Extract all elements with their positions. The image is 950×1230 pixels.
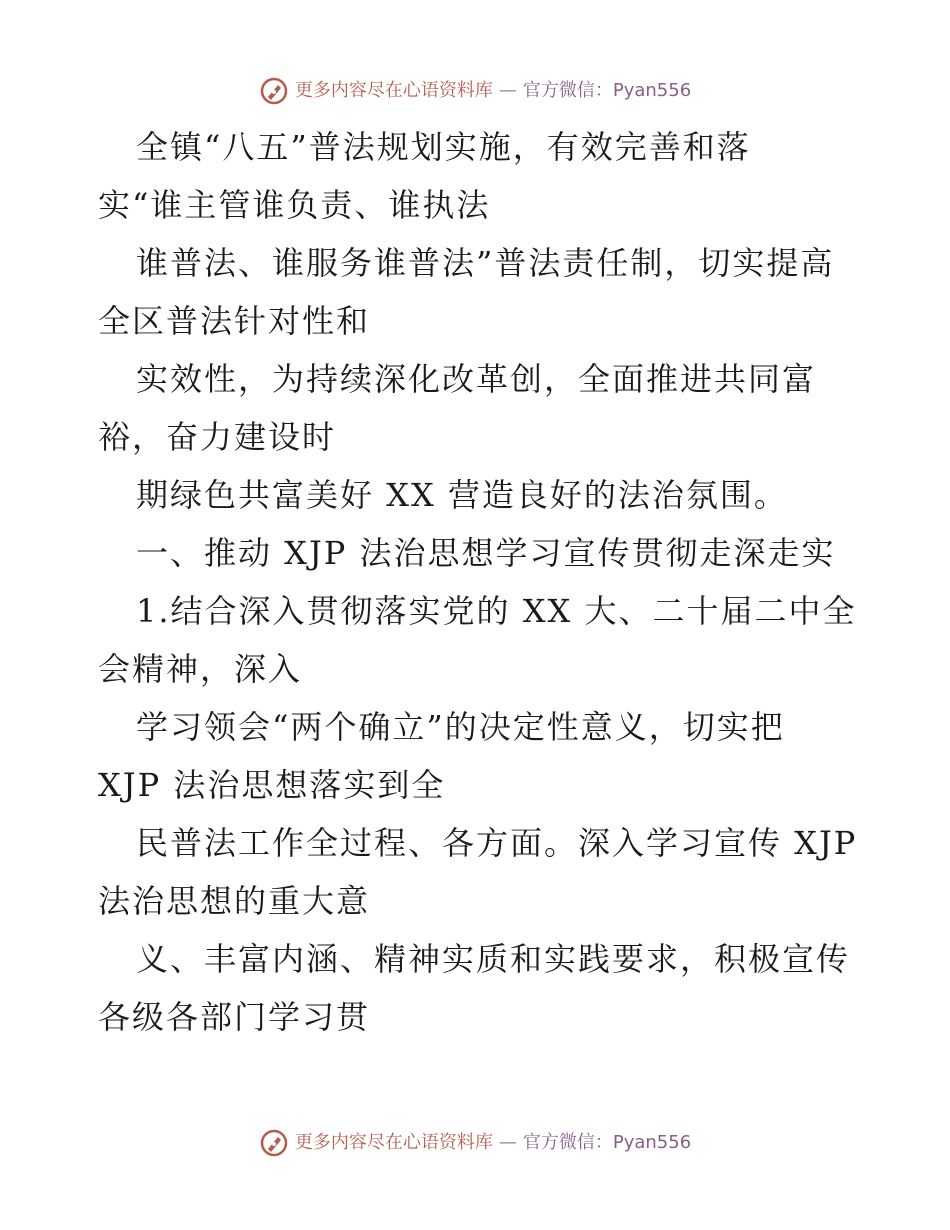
text-line: 法治思想的重大意: [98, 882, 371, 920]
pen-nib-logo-icon: [259, 76, 289, 106]
pen-nib-logo-icon: [259, 1128, 289, 1158]
text-line: XJP 法治思想落实到全: [98, 766, 446, 804]
text-line: 1.结合深入贯彻落实党的 XX 大、二十届二中全: [136, 592, 857, 630]
text-line: 全区普法针对性和: [98, 302, 371, 340]
text-line: 实“谁主管谁负责、谁执法: [98, 186, 491, 224]
header-watermark: [0, 76, 950, 106]
text-line: 实效性，为持续深化改革创，全面推进共同富: [136, 360, 817, 398]
watermark-main-text: 更多内容尽在心语资料库: [294, 1132, 493, 1153]
text-line: 全镇“八五”普法规划实施，有效完善和落: [136, 128, 751, 166]
text-line: 学习领会“两个确立”的决定性意义，切实把: [136, 708, 785, 746]
text-line: 各级各部门学习贯: [98, 998, 371, 1036]
text-line: 一、推动 XJP 法治思想学习宣传贯彻走深走实: [136, 534, 836, 572]
text-line: 民普法工作全过程、各方面。深入学习宣传 XJP: [136, 824, 858, 862]
watermark-separator: —: [498, 80, 517, 101]
document-body: [98, 118, 858, 1046]
watermark-suffix-text: 官方微信：Pyan556: [522, 1132, 692, 1153]
watermark-suffix-text: 官方微信：Pyan556: [522, 80, 692, 101]
text-line: 谁普法、谁服务谁普法”普法责任制，切实提高: [136, 244, 835, 282]
footer-watermark: [0, 1128, 950, 1158]
text-line: 期绿色共富美好 XX 营造良好的法治氛围。: [136, 476, 788, 514]
text-line: 裕，奋力建设时: [98, 418, 337, 456]
text-line: 义、丰富内涵、精神实质和实践要求，积极宣传: [136, 940, 851, 978]
watermark-separator: —: [498, 1132, 517, 1153]
text-line: 会精神，深入: [98, 650, 303, 688]
watermark-main-text: 更多内容尽在心语资料库: [294, 80, 493, 101]
